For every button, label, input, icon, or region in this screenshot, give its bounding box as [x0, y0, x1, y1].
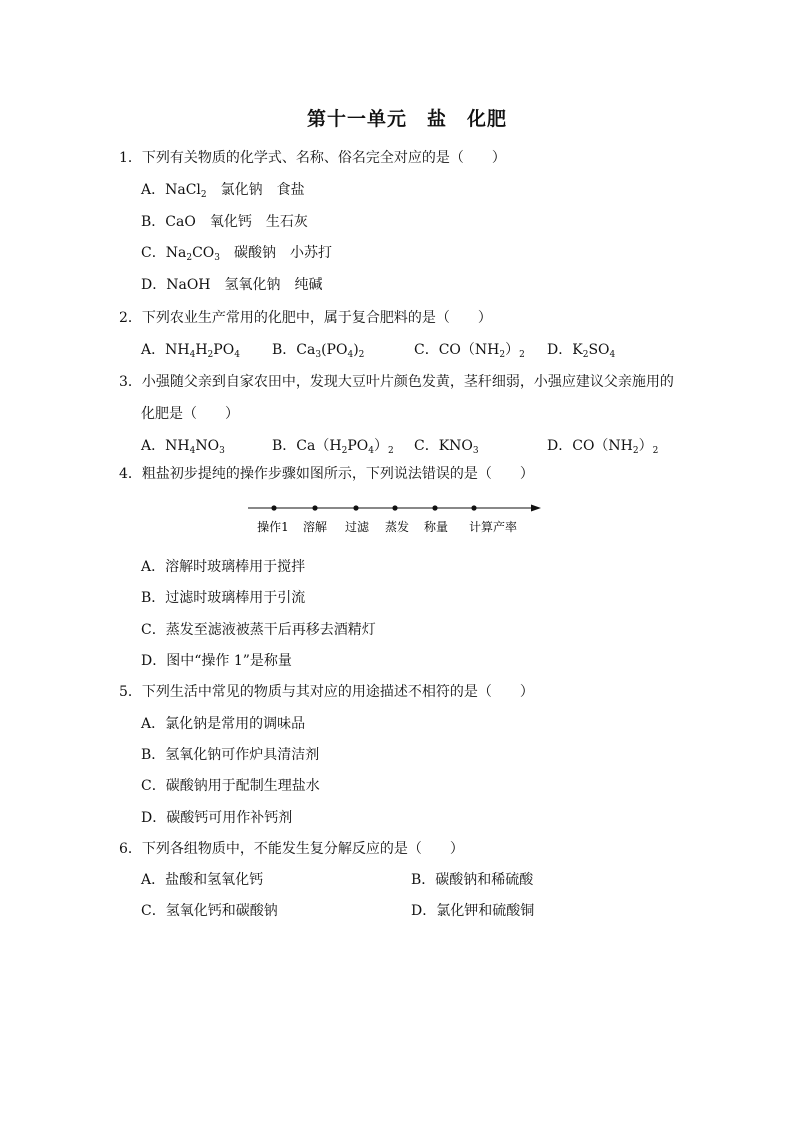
diagram-step-label: 溶解: [302, 520, 328, 534]
question-6-option-d: D．氯化钾和硫酸铜: [411, 903, 535, 919]
page-title: 第十一单元 盐 化肥: [306, 108, 507, 130]
question-2-option-d: D．$K_2SO_4$: [547, 342, 616, 360]
question-3-option-d: D．$CO(NH_2)_2$: [547, 438, 659, 456]
question-6-option-b: B．碳酸钠和稀硫酸: [411, 872, 534, 888]
question-3-option-b: B．$Ca(H_2PO_4)_2$: [272, 438, 394, 456]
question-1-option-a: A．NaCl$_2$ 氯化钠 食盐: [141, 182, 305, 200]
question-4-option-c: C．蒸发至滤液被蒸干后再移去酒精灯: [141, 622, 376, 638]
question-2-stem: 2．下列农业生产常用的化肥中，属于复合肥料的是（ ）: [119, 310, 492, 326]
question-3-stem-line-1: 3．小强随父亲到自家农田中，发现大豆叶片颜色发黄，茎秆细弱，小强应建议父亲施用的: [119, 374, 674, 390]
diagram-step-label: 操作1: [257, 520, 289, 534]
question-5-option-d: D．碳酸钙可用作补钙剂: [141, 810, 293, 826]
question-3-option-c: C．$KNO_3$: [414, 438, 479, 456]
question-4-option-b: B．过滤时玻璃棒用于引流: [141, 590, 306, 606]
question-4-option-a: A．溶解时玻璃棒用于搅拌: [141, 559, 306, 575]
question-2-option-c: C．$CO(NH_2)_2$: [414, 342, 525, 360]
question-1-stem: 1．下列有关物质的化学式、名称、俗名完全对应的是（ ）: [119, 150, 506, 166]
diagram-step-label: 称量: [423, 520, 449, 534]
diagram-dot-4: [392, 505, 397, 510]
diagram-step-label: 蒸发: [384, 520, 410, 534]
diagram-step-label: 计算产率: [468, 520, 518, 534]
question-2-option-a: A．$NH_4H_2PO_4$: [141, 342, 240, 360]
diagram-dot-5: [432, 505, 437, 510]
process-diagram: [245, 498, 545, 538]
question-4-option-d: D．图中“操作 1”是称量: [141, 653, 292, 669]
question-3-stem-line-2: 化肥是（ ）: [141, 406, 239, 422]
question-5-option-b: B．氢氧化钠可作炉具清洁剂: [141, 747, 320, 763]
question-5-option-a: A．氯化钠是常用的调味品: [141, 716, 306, 732]
question-1-option-d: D．NaOH 氢氧化钠 纯碱: [141, 277, 323, 293]
diagram-dot-2: [312, 505, 317, 510]
question-3-option-a: A．$NH_4NO_3$: [141, 438, 225, 456]
question-5-option-c: C．碳酸钠用于配制生理盐水: [141, 778, 320, 794]
diagram-dot-6: [471, 505, 476, 510]
diagram-dot-3: [353, 505, 358, 510]
question-2-option-b: B．$Ca_3(PO_4)_2$: [272, 342, 365, 360]
question-4-stem: 4．粗盐初步提纯的操作步骤如图所示，下列说法错误的是（ ）: [119, 466, 534, 482]
question-1-option-b: B．CaO 氧化钙 生石灰: [141, 214, 308, 230]
question-6-option-c: C．氢氧化钙和碳酸钠: [141, 903, 278, 919]
question-6-option-a: A．盐酸和氢氧化钙: [141, 872, 264, 888]
diagram-step-label: 过滤: [344, 520, 370, 534]
question-1-option-c: C．$Na_2CO_3$ 碳酸钠 小苏打: [141, 245, 332, 263]
diagram-arrow-head: [531, 505, 541, 512]
question-6-stem: 6．下列各组物质中，不能发生复分解反应的是（ ）: [119, 841, 464, 857]
diagram-dot-1: [271, 505, 276, 510]
question-5-stem: 5．下列生活中常见的物质与其对应的用途描述不相符的是（ ）: [119, 684, 534, 700]
